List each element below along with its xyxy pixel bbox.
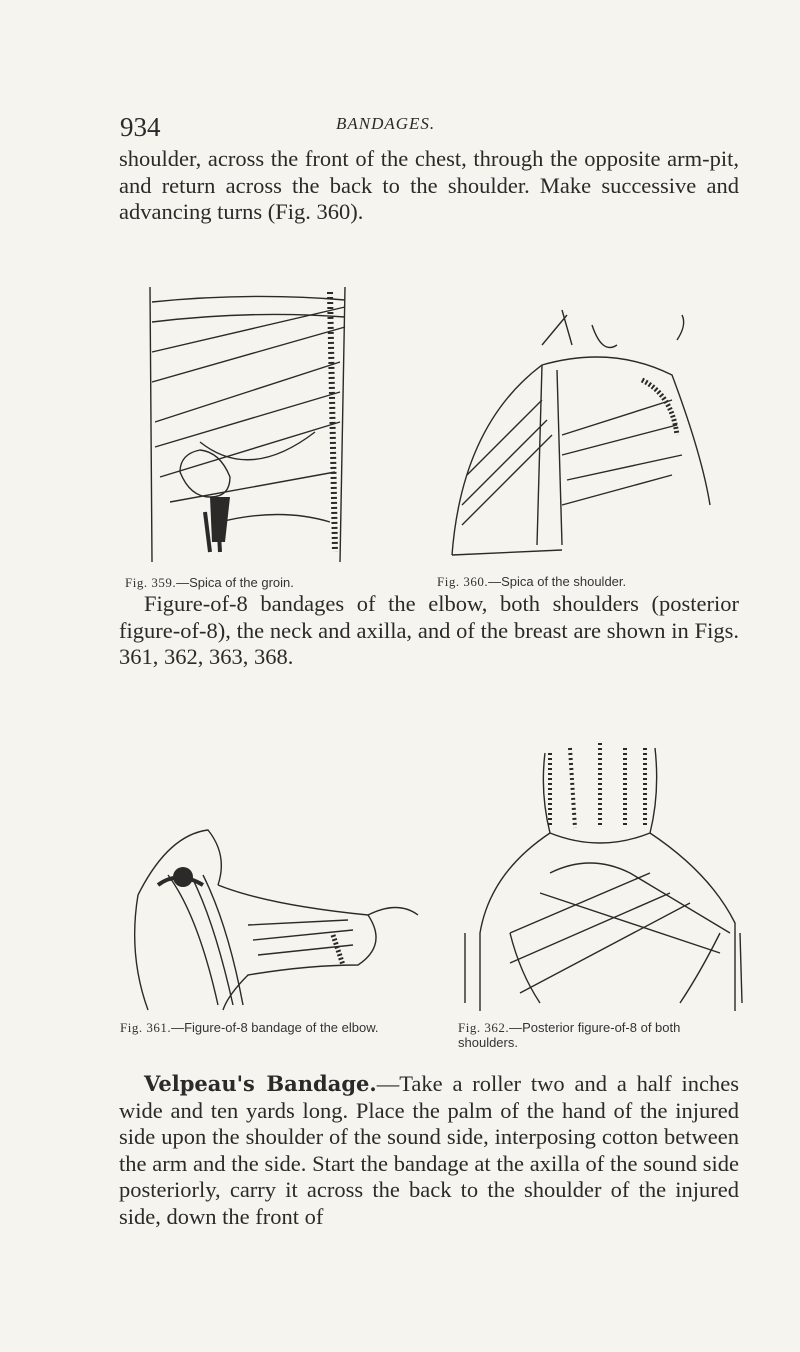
figure-361 — [108, 815, 438, 1035]
figure-360-illustration — [442, 305, 712, 573]
figure-361-label: Fig. 361. — [120, 1020, 172, 1035]
figure-362-label: Fig. 362. — [458, 1020, 510, 1035]
running-head: BANDAGES. — [336, 114, 436, 133]
figure-362-caption — [458, 1020, 728, 1050]
velpeau-body: —Take a roller two and a half inches wide and ten yards long. Place the palm of the hand of the injured side upon the shoulder of the sound side, interposing cotton between the arm and the side. Start the bandage at the axilla of the sound side posteriorly, carry it across the back to the shoulder of the injured side, down the front of — [119, 1071, 739, 1229]
paragraph-2: Figure-of-8 bandages of the elbow, both shoulders (posterior figure-of-8), the neck and axilla, and of the breast are shown in Figs. 361, 362, 363, 368. — [119, 591, 739, 669]
page-number: 934 — [120, 112, 161, 142]
figure-361-caption — [120, 1020, 440, 1035]
figure-362 — [450, 733, 750, 1050]
figure-359-label: Fig. 359. — [125, 575, 177, 590]
paragraph-1: shoulder, across the front of the chest, through the opposite arm-pit, and return across the back to the shoulder. Make successive and advancing turns (Fig. 360). — [119, 146, 739, 224]
figure-361-caption-text: —Figure-of-8 bandage of the elbow. — [171, 1020, 379, 1035]
figure-360-caption — [437, 574, 717, 589]
page-header — [120, 106, 720, 146]
figure-360-label: Fig. 360. — [437, 574, 489, 589]
figure-360 — [437, 305, 712, 589]
figure-360-caption-text: —Spica of the shoulder. — [488, 574, 627, 589]
paragraph-3 — [119, 1071, 739, 1230]
figure-359 — [125, 282, 360, 590]
figure-362-caption-text: —Posterior figure-of-8 of both shoulders. — [458, 1020, 681, 1050]
figure-361-illustration — [108, 815, 438, 1015]
figure-362-illustration — [450, 733, 750, 1015]
figure-359-caption-text: —Spica of the groin. — [176, 575, 294, 590]
figure-359-illustration — [140, 282, 360, 572]
figure-359-caption — [125, 575, 385, 590]
velpeau-heading: Velpeau's Bandage. — [144, 1071, 377, 1096]
